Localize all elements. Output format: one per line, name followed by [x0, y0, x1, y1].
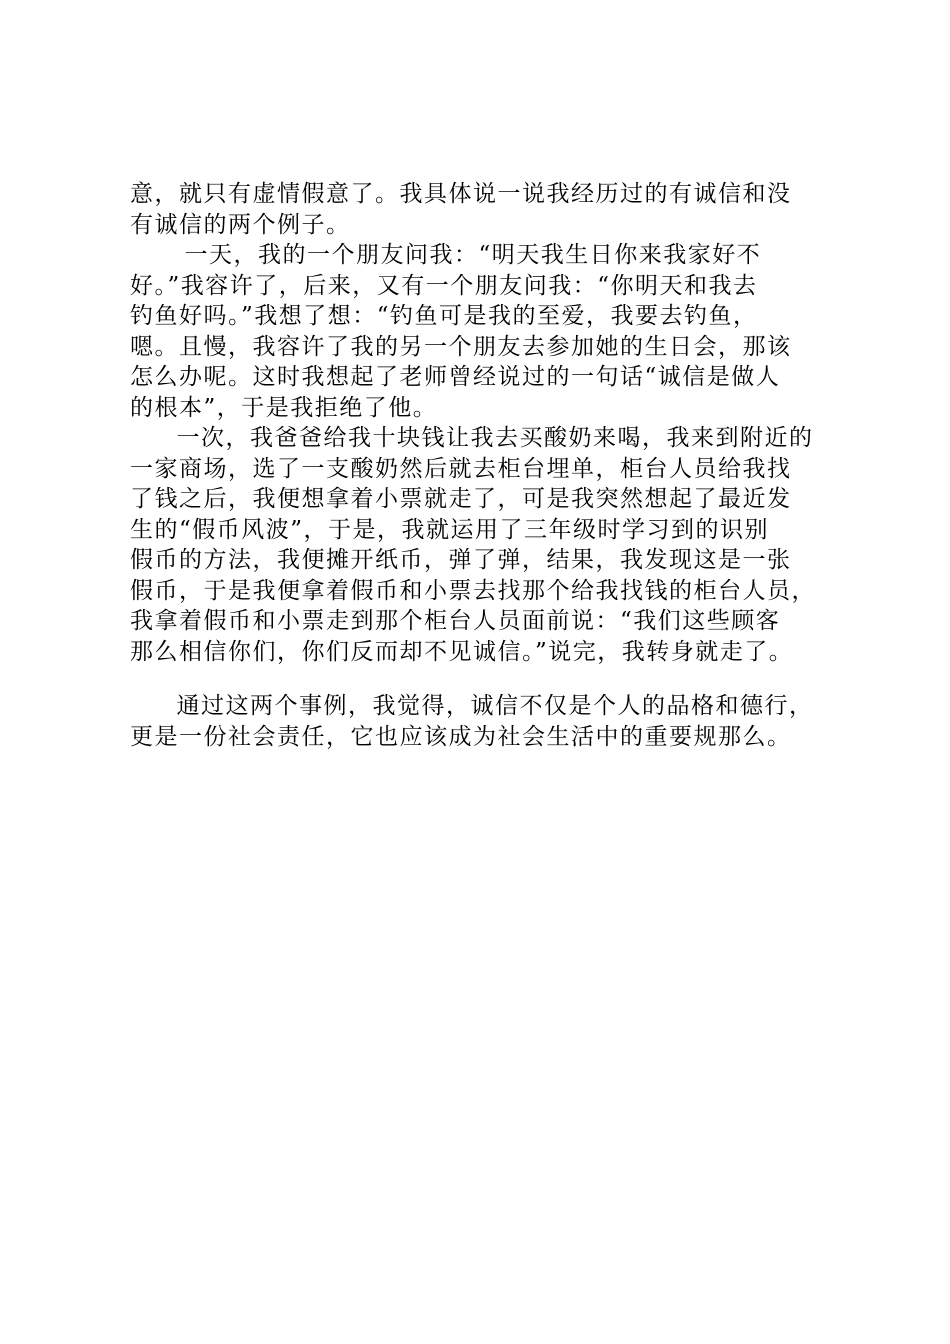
text-line: 一次，我爸爸给我十块钱让我去买酸奶来喝，我来到附近的 — [152, 425, 814, 451]
text-line: 钓鱼好吗。”我想了想：“钓鱼可是我的至爱，我要去钓鱼， — [130, 303, 758, 329]
text-line: 了钱之后，我便想拿着小票就走了，可是我突然想起了最近发 — [130, 486, 792, 512]
conclusion-paragraph — [130, 691, 850, 752]
text-line: 有诚信的两个例子。 — [130, 211, 351, 238]
text-line: 那么相信你们，你们反而却不见诚信。”说完，我转身就走了。 — [130, 638, 794, 665]
text-line: 好。”我容许了，后来，又有一个朋友问我：“你明天和我去 — [130, 272, 758, 299]
text-line: 通过这两个事例，我觉得，诚信不仅是个人的品格和德行， — [152, 693, 814, 719]
text-line: 一天，我的一个朋友问我：“明天我生日你来我家好不 — [160, 242, 762, 268]
text-line: 更是一份社会责任，它也应该成为社会生活中的重要规那么。 — [130, 723, 792, 750]
text-line: 假币，于是我便拿着假币和小票去找那个给我找钱的柜台人员， — [130, 577, 816, 604]
text-line: 一家商场，选了一支酸奶然后就去柜台埋单，柜台人员给我找 — [130, 455, 792, 482]
text-line: 我拿着假币和小票走到那个柜台人员面前说：“我们这些顾客 — [130, 608, 781, 634]
text-line: 的根本”，于是我拒绝了他。 — [130, 394, 438, 421]
document-body — [130, 179, 850, 667]
text-line: 嗯。且慢，我容许了我的另一个朋友去参加她的生日会，那该 — [130, 333, 792, 360]
text-line: 生的“假币风波”，于是，我就运用了三年级时学习到的识别 — [130, 516, 770, 543]
text-line: 假币的方法，我便摊开纸币，弹了弹，结果，我发现这是一张 — [130, 547, 792, 573]
text-line: 怎么办呢。这时我想起了老师曾经说过的一句话“诚信是做人 — [130, 364, 781, 390]
text-line: 意，就只有虚情假意了。我具体说一说我经历过的有诚信和没 — [130, 181, 792, 207]
